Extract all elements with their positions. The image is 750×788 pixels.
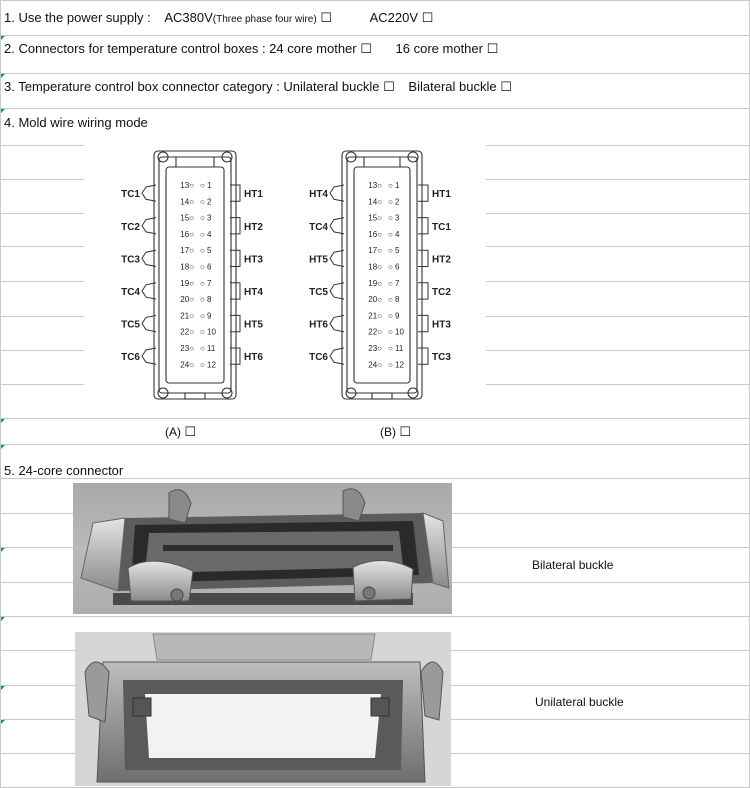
a-pin-2: ○ 2 xyxy=(200,197,212,207)
a-pin-14: 14○ xyxy=(180,197,194,207)
wiring-diagram-b xyxy=(300,137,486,409)
24-core-checkbox[interactable]: ☐ xyxy=(360,42,372,57)
a-left-label-tc4: TC4 xyxy=(121,286,140,298)
bilateral-checkbox[interactable]: ☐ xyxy=(500,80,512,95)
row-power-supply xyxy=(4,10,433,26)
b-pin-6: ○ 6 xyxy=(388,262,400,272)
b-pin-23: 23○ xyxy=(368,344,382,353)
bilateral-connector-image xyxy=(73,483,452,614)
b-right-label-tc2: TC2 xyxy=(432,286,451,298)
a-pin-13: 13○ xyxy=(180,181,194,190)
a-right-label-ht6: HT6 xyxy=(244,352,263,364)
b-pin-21: 21○ xyxy=(368,311,382,321)
unilateral-connector-image xyxy=(75,632,451,786)
a-pin-11: ○ 11 xyxy=(200,344,216,353)
diagram-a-checkbox[interactable]: ☐ xyxy=(184,425,196,440)
a-left-label-tc2: TC2 xyxy=(121,221,140,233)
a-pin-1: ○ 1 xyxy=(200,181,212,190)
a-pin-10: ○ 10 xyxy=(200,327,216,337)
diagram-b-checkbox[interactable]: ☐ xyxy=(399,425,411,440)
caption-b-text: (B) xyxy=(380,425,396,439)
a-pin-17: 17○ xyxy=(180,246,194,256)
a-left-label-tc5: TC5 xyxy=(121,319,140,331)
power-supply-label: 1. Use the power supply : xyxy=(4,10,151,25)
b-pin-3: ○ 3 xyxy=(388,213,400,223)
connectors-label: 2. Connectors for temperature control boxes : 24 core mother xyxy=(4,41,357,56)
a-pin-9: ○ 9 xyxy=(200,311,212,321)
b-pin-20: 20○ xyxy=(368,295,382,305)
wiring-mode-label: 4. Mold wire wiring mode xyxy=(4,115,148,130)
a-pin-15: 15○ xyxy=(180,213,194,223)
diagram-a-caption xyxy=(165,425,196,440)
a-pin-24: 24○ xyxy=(180,360,194,370)
b-pin-12: ○ 12 xyxy=(388,360,404,370)
a-pin-16: 16○ xyxy=(180,229,194,239)
b-pin-9: ○ 9 xyxy=(388,311,400,321)
b-pin-7: ○ 7 xyxy=(388,278,400,288)
row-connector-category xyxy=(4,79,512,95)
b-pin-4: ○ 4 xyxy=(388,229,400,239)
diagram-b-caption xyxy=(380,425,411,440)
a-right-label-ht4: HT4 xyxy=(244,286,263,298)
category-label: 3. Temperature control box connector category : Unilateral buckle xyxy=(4,79,380,94)
ac220v-checkbox[interactable]: ☐ xyxy=(421,11,434,26)
b-pin-10: ○ 10 xyxy=(388,327,404,337)
connector-diagram-b-svg xyxy=(300,137,486,409)
b-pin-11: ○ 11 xyxy=(388,344,404,353)
b-right-label-ht2: HT2 xyxy=(432,254,451,266)
connector-diagram-a-svg xyxy=(84,137,310,409)
a-pin-4: ○ 4 xyxy=(200,229,212,239)
row-24-core-connector xyxy=(4,463,123,478)
b-left-label-ht4: HT4 xyxy=(309,189,328,201)
b-right-label-tc1: TC1 xyxy=(432,221,451,233)
a-pin-19: 19○ xyxy=(180,278,194,288)
a-pin-12: ○ 12 xyxy=(200,360,216,370)
a-left-label-tc6: TC6 xyxy=(121,352,140,364)
16-core-label: 16 core mother xyxy=(395,41,483,56)
a-pin-3: ○ 3 xyxy=(200,213,212,223)
16-core-checkbox[interactable]: ☐ xyxy=(486,42,499,57)
wiring-diagram-a xyxy=(84,137,310,409)
b-right-label-ht1: HT1 xyxy=(432,189,451,201)
b-right-label-tc3: TC3 xyxy=(432,352,451,364)
ac380v-label: AC380V xyxy=(164,10,213,25)
b-pin-13: 13○ xyxy=(368,181,382,190)
a-left-label-tc1: TC1 xyxy=(121,189,140,201)
b-pin-18: 18○ xyxy=(368,262,382,272)
a-pin-5: ○ 5 xyxy=(200,246,212,256)
b-pin-17: 17○ xyxy=(368,246,382,256)
b-left-label-tc6: TC6 xyxy=(309,352,328,364)
b-pin-5: ○ 5 xyxy=(388,246,400,256)
b-left-label-tc5: TC5 xyxy=(309,286,328,298)
bilateral-label: Bilateral buckle xyxy=(408,79,497,94)
ac220v-label: AC220V xyxy=(369,10,419,25)
a-pin-21: 21○ xyxy=(180,311,194,321)
a-pin-18: 18○ xyxy=(180,262,194,272)
a-pin-23: 23○ xyxy=(180,344,194,353)
b-pin-2: ○ 2 xyxy=(388,197,400,207)
24-core-connector-label: 5. 24-core connector xyxy=(4,463,124,478)
b-left-label-ht6: HT6 xyxy=(309,319,328,331)
b-left-label-ht5: HT5 xyxy=(309,254,328,266)
a-right-label-ht1: HT1 xyxy=(244,189,263,201)
b-pin-14: 14○ xyxy=(368,197,382,207)
a-pin-7: ○ 7 xyxy=(200,278,212,288)
unilateral-buckle-caption: Unilateral buckle xyxy=(535,695,624,709)
b-pin-24: 24○ xyxy=(368,360,382,370)
bilateral-buckle-photo xyxy=(73,483,452,614)
unilateral-buckle-photo xyxy=(75,632,451,786)
b-pin-19: 19○ xyxy=(368,278,382,288)
b-left-label-tc4: TC4 xyxy=(309,221,328,233)
a-left-label-tc3: TC3 xyxy=(121,254,140,266)
ac380v-note: (Three phase four wire) xyxy=(212,14,317,25)
a-right-label-ht3: HT3 xyxy=(244,254,263,266)
a-pin-22: 22○ xyxy=(180,327,194,337)
a-pin-20: 20○ xyxy=(180,295,194,305)
b-right-label-ht3: HT3 xyxy=(432,319,451,331)
unilateral-checkbox[interactable]: ☐ xyxy=(383,80,395,95)
b-pin-15: 15○ xyxy=(368,213,382,223)
row-wiring-mode xyxy=(4,115,148,130)
b-pin-1: ○ 1 xyxy=(388,181,400,190)
a-pin-8: ○ 8 xyxy=(200,295,212,305)
a-right-label-ht5: HT5 xyxy=(244,319,263,331)
bilateral-buckle-caption: Bilateral buckle xyxy=(532,558,614,572)
ac380v-checkbox[interactable]: ☐ xyxy=(320,11,332,26)
a-right-label-ht2: HT2 xyxy=(244,221,263,233)
caption-a-text: (A) xyxy=(165,425,181,439)
b-pin-22: 22○ xyxy=(368,327,382,337)
b-pin-16: 16○ xyxy=(368,229,382,239)
a-pin-6: ○ 6 xyxy=(200,262,212,272)
b-pin-8: ○ 8 xyxy=(388,295,400,305)
row-connectors xyxy=(4,41,498,57)
